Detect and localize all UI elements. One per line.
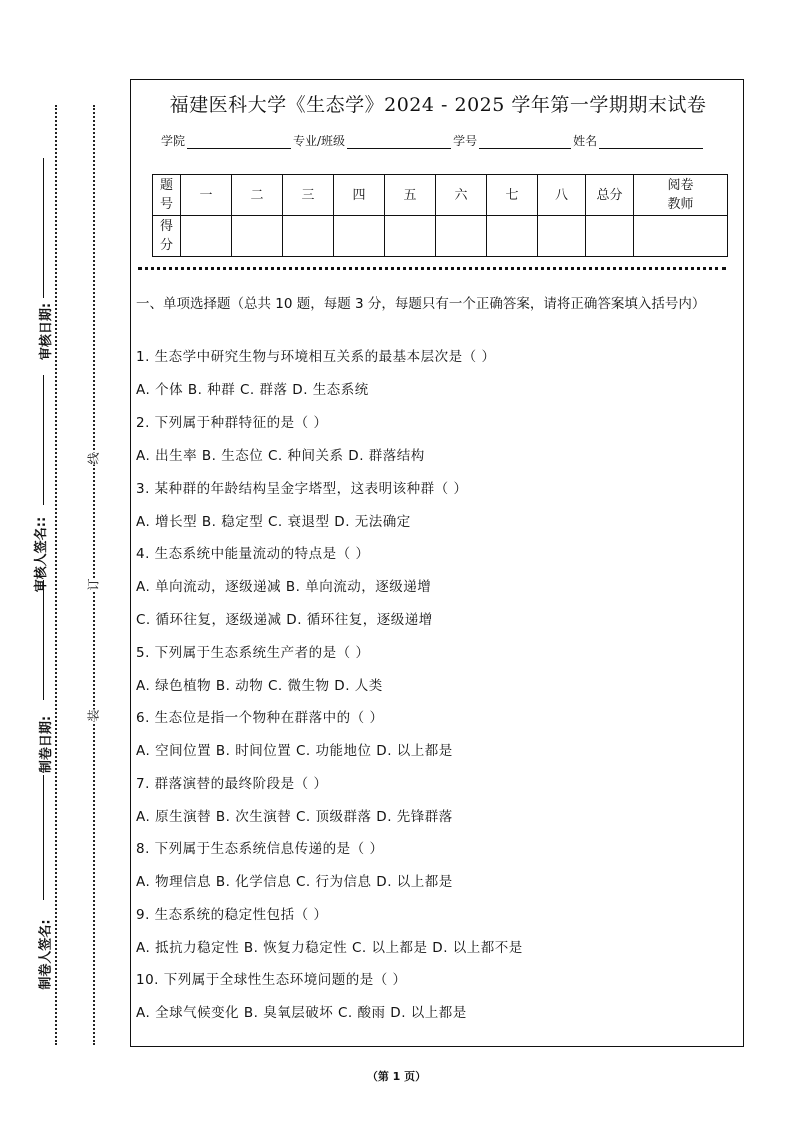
question-7: 7. 群落演替的最终阶段是（ ） [136, 776, 328, 792]
binding-word-zhuang: 装 [86, 709, 101, 722]
score-cell[interactable] [181, 216, 232, 257]
score-cell[interactable] [487, 216, 538, 257]
col-6: 六 [436, 175, 487, 216]
question-10: 10. 下列属于全球性生态环境问题的是（ ） [136, 972, 407, 988]
section-heading: 一、单项选择题（总共 10 题，每题 3 分，每题只有一个正确答案，请将正确答案填入括号内） [136, 296, 706, 312]
sidebar-dotted-line-right [93, 105, 95, 1045]
major-class-label: 专业/班级 [293, 134, 346, 148]
score-cell[interactable] [334, 216, 385, 257]
name-label: 姓名 [573, 134, 598, 148]
exam-title: 福建医科大学《生态学》2024 - 2025 学年第一学期期末试卷 [169, 94, 707, 116]
options-10: A. 全球气候变化 B. 臭氧层破坏 C. 酸雨 D. 以上都是 [136, 1005, 467, 1021]
make-date-line [43, 580, 44, 700]
score-cell[interactable] [586, 216, 634, 257]
options-4b: C. 循环往复，逐级递减 D. 循环往复，逐级递增 [136, 612, 433, 628]
review-date-label: 审核日期: [39, 302, 55, 361]
score-table-score-row [153, 216, 728, 257]
col-1: 一 [181, 175, 232, 216]
col-total: 总分 [586, 175, 634, 216]
options-6: A. 空间位置 B. 时间位置 C. 功能地位 D. 以上都是 [136, 743, 453, 759]
options-3: A. 增长型 B. 稳定型 C. 衰退型 D. 无法确定 [136, 514, 411, 530]
binding-word-line: 线 [86, 452, 101, 465]
question-5: 5. 下列属于生态系统生产者的是（ ） [136, 645, 370, 661]
col-2: 二 [232, 175, 283, 216]
college-field[interactable] [187, 136, 291, 149]
review-date-line [43, 158, 44, 298]
question-6: 6. 生态位是指一个物种在群落中的（ ） [136, 710, 384, 726]
col-5: 五 [385, 175, 436, 216]
options-5: A. 绿色植物 B. 动物 C. 微生物 D. 人类 [136, 678, 383, 694]
score-table [152, 174, 728, 257]
options-1: A. 个体 B. 种群 C. 群落 D. 生态系统 [136, 382, 369, 398]
score-cell[interactable] [232, 216, 283, 257]
maker-sign-line [43, 775, 44, 900]
col-grader: 阅卷 教师 [634, 175, 728, 216]
options-2: A. 出生率 B. 生态位 C. 种间关系 D. 群落结构 [136, 448, 425, 464]
row-label-score: 得 分 [153, 216, 181, 257]
options-7: A. 原生演替 B. 次生演替 C. 顶级群落 D. 先锋群落 [136, 809, 453, 825]
col-8: 八 [538, 175, 586, 216]
score-cell[interactable] [385, 216, 436, 257]
question-8: 8. 下列属于生态系统信息传递的是（ ） [136, 841, 384, 857]
question-9: 9. 生态系统的稳定性包括（ ） [136, 907, 328, 923]
question-4: 4. 生态系统中能量流动的特点是（ ） [136, 546, 370, 562]
name-field[interactable] [599, 136, 703, 149]
score-cell[interactable] [436, 216, 487, 257]
reviewer-sign-label: 审核人签名:: [34, 516, 50, 593]
exam-frame [130, 79, 744, 1047]
student-info-row [161, 132, 705, 149]
question-1: 1. 生态学中研究生物与环境相互关系的最基本层次是（ ） [136, 349, 496, 365]
reviewer-sign-line [43, 375, 44, 505]
sidebar-dotted-line-left [55, 105, 57, 1045]
options-4a: A. 单向流动，逐级递减 B. 单向流动，逐级递增 [136, 579, 432, 595]
question-2: 2. 下列属于种群特征的是（ ） [136, 415, 328, 431]
dotted-separator [138, 267, 726, 270]
student-no-field[interactable] [479, 136, 571, 149]
college-label: 学院 [161, 134, 186, 148]
options-9: A. 抵抗力稳定性 B. 恢复力稳定性 C. 以上都是 D. 以上都不是 [136, 940, 523, 956]
options-8: A. 物理信息 B. 化学信息 C. 行为信息 D. 以上都是 [136, 874, 453, 890]
score-cell[interactable] [283, 216, 334, 257]
binding-word-ding: 订 [86, 578, 101, 591]
row-label-question-no: 题 号 [153, 175, 181, 216]
score-cell[interactable] [538, 216, 586, 257]
score-cell[interactable] [634, 216, 728, 257]
student-no-label: 学号 [453, 134, 478, 148]
make-date-label: 制卷日期: [39, 715, 55, 774]
col-7: 七 [487, 175, 538, 216]
maker-sign-label: 制卷人签名: [38, 919, 54, 990]
col-3: 三 [283, 175, 334, 216]
question-3: 3. 某种群的年龄结构呈金字塔型，这表明该种群（ ） [136, 481, 468, 497]
page-number: （第 1 页） [366, 1070, 427, 1083]
col-4: 四 [334, 175, 385, 216]
major-class-field[interactable] [347, 136, 451, 149]
score-table-header-row [153, 175, 728, 216]
